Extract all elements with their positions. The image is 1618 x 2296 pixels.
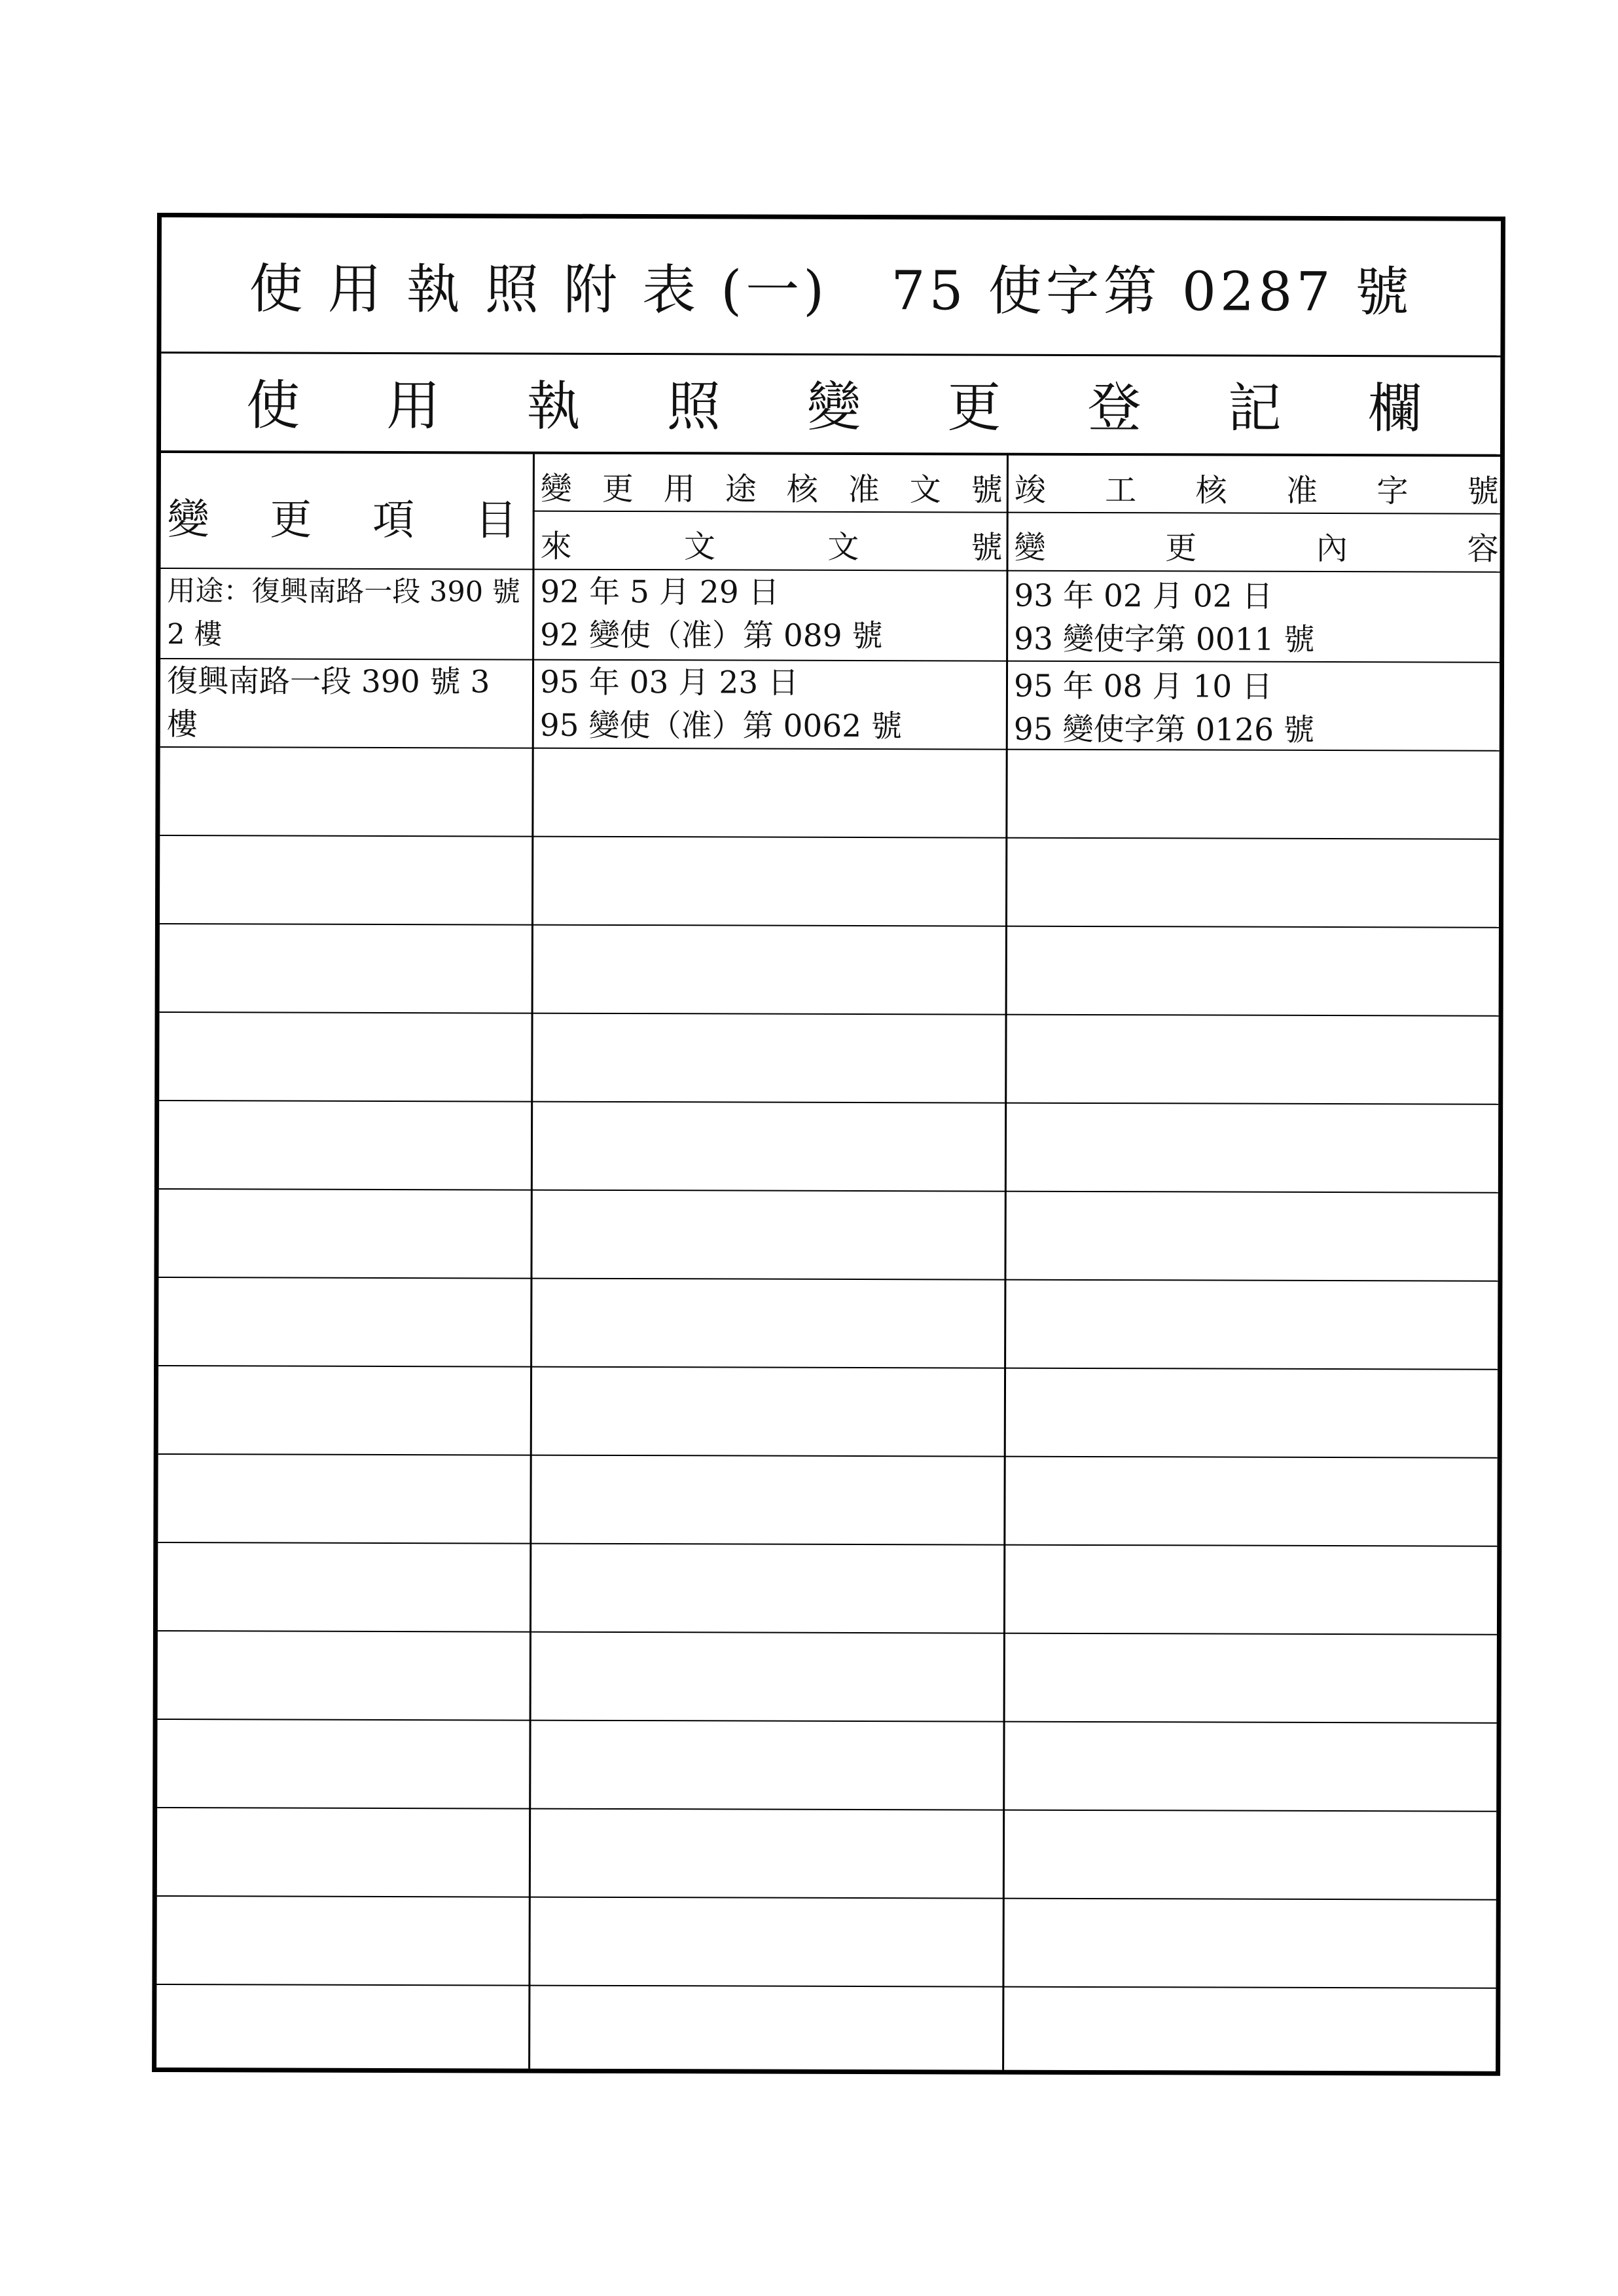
title-index: (一) (721, 259, 829, 322)
row1-doc-number: 92 年 5 月 29 日 92 變使（准）第 089 號 (540, 574, 883, 655)
header-change-item: 變 更 項 目 (167, 496, 517, 545)
row1-change-item: 用途：復興南路一段 390 號 2 樓 (167, 575, 520, 651)
title-prefix: 使 用 執 照 附 表 (249, 258, 700, 322)
row-line (160, 835, 1499, 840)
header-incoming-doc-number: 來 文 文 號 (540, 528, 1003, 566)
subtitle-char: 執 (526, 375, 581, 438)
row-line (157, 1895, 1496, 1901)
row2-change-item: 復興南路一段 390 號 3 樓 (166, 663, 490, 743)
row-line (158, 1719, 1497, 1724)
row1-change-content: 93 年 02 月 02 日 93 變使字第 0011 號 (1014, 577, 1315, 658)
row-line (160, 1011, 1499, 1017)
column-divider (1002, 456, 1009, 2070)
subtitle-char: 欄 (1367, 378, 1422, 441)
row-line (159, 1100, 1498, 1105)
row-line (156, 1984, 1496, 1989)
row-line (158, 1542, 1497, 1547)
row2-doc-number: 95 年 03 月 23 日 95 變使（准）第 0062 號 (539, 664, 903, 745)
row-line (158, 1630, 1497, 1635)
row-line (160, 923, 1499, 928)
subtitle-char: 用 (386, 374, 440, 438)
header-split-line (533, 511, 1500, 515)
license-number: 75 使字第 0287 號 (891, 260, 1413, 324)
form-title (249, 246, 1413, 326)
header-approval-doc-number: 變 更 用 途 核 准 文 號 (540, 470, 1003, 509)
subtitle-char: 記 (1227, 377, 1282, 440)
subtitle-char: 使 (246, 374, 300, 437)
header-completion-approval-number: 竣 工 核 准 字 號 (1014, 471, 1499, 510)
row-line (158, 1365, 1498, 1370)
usage-license-form (152, 213, 1505, 2076)
change-record-table (156, 453, 1500, 2071)
subtitle-row (161, 352, 1500, 457)
row2-change-content: 95 年 08 月 10 日 95 變使字第 0126 號 (1013, 668, 1315, 748)
subtitle-char: 照 (666, 376, 721, 439)
row-line (159, 1188, 1498, 1194)
row-line (157, 1807, 1496, 1812)
column-divider (528, 454, 535, 2069)
row-line (158, 1453, 1498, 1459)
title-row (161, 217, 1501, 357)
subtitle-char: 登 (1087, 376, 1142, 440)
header-change-content: 變 更 內 容 (1014, 529, 1499, 568)
row-line (158, 1277, 1498, 1282)
subtitle-char: 更 (947, 376, 1001, 439)
subtitle-char: 變 (806, 376, 861, 439)
